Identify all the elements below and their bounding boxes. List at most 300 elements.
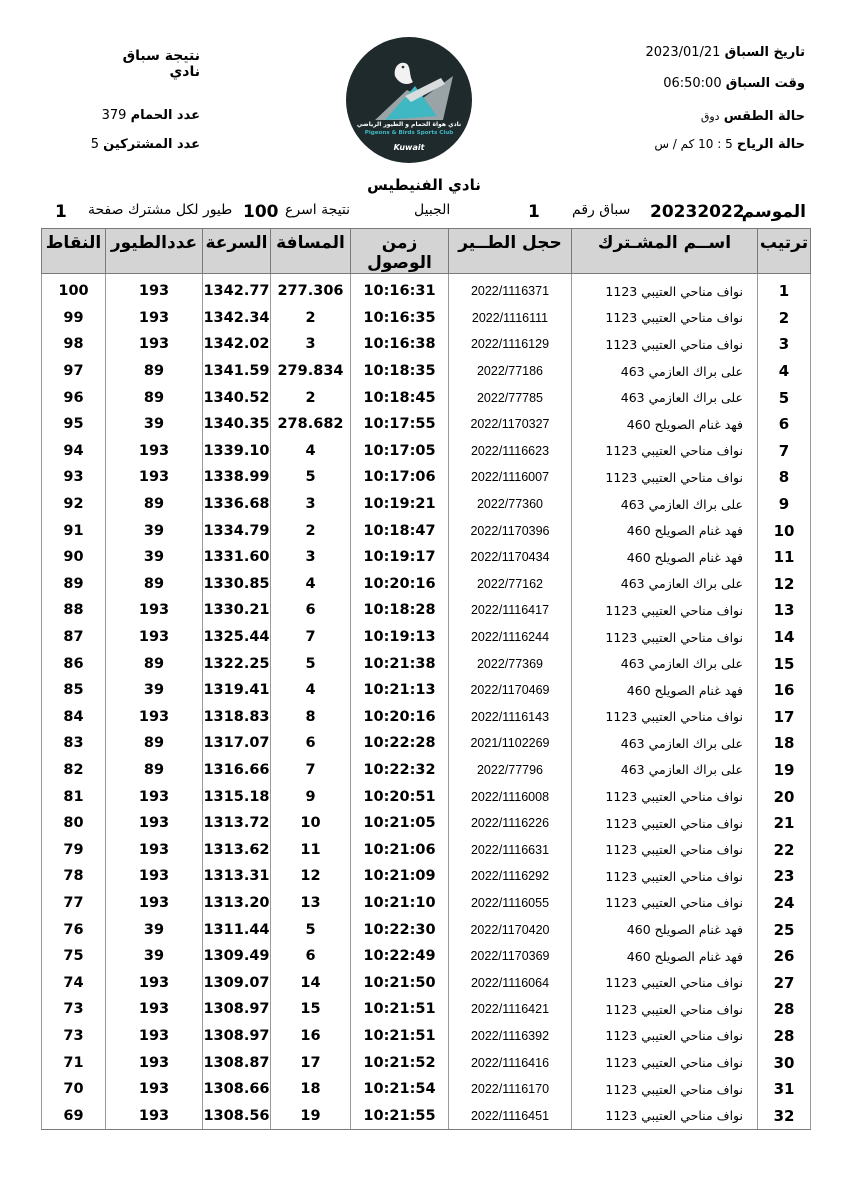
cell-birds-count: 89 [106, 384, 203, 411]
pigeons-count [80, 108, 200, 123]
cell-participant: على براك العازمي 463 [572, 571, 758, 598]
race-time [663, 76, 805, 91]
cell-points: 99 [42, 305, 106, 332]
cell-points: 93 [42, 464, 106, 491]
cell-participant: نواف مناحي العتيبي 1123 [572, 704, 758, 731]
cell-birds-count: 89 [106, 730, 203, 757]
table-row [42, 624, 811, 651]
cell-distance: 5 [271, 916, 351, 943]
cell-ring: 2022/1116451 [449, 1102, 572, 1129]
cell-arrival-time: 10:17:05 [351, 438, 449, 465]
cell-participant: نواف مناحي العتيبي 1123 [572, 624, 758, 651]
cell-arrival-time: 10:21:05 [351, 810, 449, 837]
cell-ring: 2022/77162 [449, 571, 572, 598]
table-row [42, 969, 811, 996]
cell-points: 81 [42, 783, 106, 810]
cell-participant: نواف مناحي العتيبي 1123 [572, 305, 758, 332]
cell-arrival-time: 10:19:17 [351, 544, 449, 571]
cell-distance: 15 [271, 996, 351, 1023]
cell-ring: 2022/1116170 [449, 1076, 572, 1103]
cell-distance: 14 [271, 969, 351, 996]
cell-rank: 18 [758, 730, 811, 757]
cell-distance: 3 [271, 331, 351, 358]
table-row [42, 890, 811, 917]
cell-points: 79 [42, 836, 106, 863]
cell-ring: 2022/77360 [449, 491, 572, 518]
cell-rank: 12 [758, 571, 811, 598]
cell-ring: 2022/1116421 [449, 996, 572, 1023]
cell-ring: 2022/1116371 [449, 274, 572, 305]
cell-rank: 30 [758, 1049, 811, 1076]
cell-points: 95 [42, 411, 106, 438]
cell-distance: 5 [271, 650, 351, 677]
pigeon-eye [402, 66, 405, 69]
cell-rank: 28 [758, 996, 811, 1023]
cell-points: 78 [42, 863, 106, 890]
cell-distance: 7 [271, 624, 351, 651]
table-row [42, 1076, 811, 1103]
table-header-row [42, 229, 811, 274]
table-row [42, 943, 811, 970]
cell-points: 77 [42, 890, 106, 917]
cell-birds-count: 193 [106, 890, 203, 917]
table-row [42, 650, 811, 677]
cell-distance: 279.834 [271, 358, 351, 385]
participants-label: عدد المشتركين [103, 137, 200, 152]
race-time-value: 06:50:00 [663, 76, 722, 91]
cell-distance: 5 [271, 464, 351, 491]
cell-points: 70 [42, 1076, 106, 1103]
table-row [42, 783, 811, 810]
cell-rank: 14 [758, 624, 811, 651]
cell-participant: على براك العازمي 463 [572, 491, 758, 518]
cell-speed: 1308.87 [203, 1049, 271, 1076]
column-header-ring: حجل الطــير [449, 229, 572, 274]
cell-rank: 17 [758, 704, 811, 731]
cell-arrival-time: 10:18:35 [351, 358, 449, 385]
cell-birds-count: 193 [106, 969, 203, 996]
cell-points: 96 [42, 384, 106, 411]
logo-country-text: Kuwait [393, 143, 425, 152]
cell-distance: 19 [271, 1102, 351, 1129]
cell-participant: نواف مناحي العتيبي 1123 [572, 969, 758, 996]
cell-arrival-time: 10:21:54 [351, 1076, 449, 1103]
cell-rank: 23 [758, 863, 811, 890]
cell-birds-count: 193 [106, 624, 203, 651]
cell-rank: 2 [758, 305, 811, 332]
wind [654, 137, 805, 152]
table-row [42, 757, 811, 784]
pigeons-label: عدد الحمام [130, 108, 200, 123]
cell-rank: 5 [758, 384, 811, 411]
cell-birds-count: 193 [106, 704, 203, 731]
table-row [42, 916, 811, 943]
cell-speed: 1325.44 [203, 624, 271, 651]
table-row [42, 704, 811, 731]
cell-ring: 2022/1170327 [449, 411, 572, 438]
cell-distance: 9 [271, 783, 351, 810]
cell-ring: 2022/1116008 [449, 783, 572, 810]
cell-distance: 18 [271, 1076, 351, 1103]
cell-points: 85 [42, 677, 106, 704]
cell-rank: 22 [758, 836, 811, 863]
weather-value: دوق [700, 110, 720, 123]
cell-ring: 2022/1116417 [449, 597, 572, 624]
table-row [42, 358, 811, 385]
cell-distance: 6 [271, 730, 351, 757]
cell-arrival-time: 10:17:55 [351, 411, 449, 438]
cell-participant: نواف مناحي العتيبي 1123 [572, 438, 758, 465]
cell-birds-count: 89 [106, 358, 203, 385]
cell-birds-count: 193 [106, 783, 203, 810]
race-time-label: وقت السباق [725, 76, 805, 91]
cell-distance: 2 [271, 384, 351, 411]
cell-ring: 2022/1116416 [449, 1049, 572, 1076]
cell-birds-count: 193 [106, 810, 203, 837]
cell-birds-count: 89 [106, 491, 203, 518]
cell-speed: 1313.31 [203, 863, 271, 890]
cell-arrival-time: 10:18:28 [351, 597, 449, 624]
table-row [42, 1049, 811, 1076]
cell-rank: 13 [758, 597, 811, 624]
cell-birds-count: 193 [106, 305, 203, 332]
cell-birds-count: 193 [106, 331, 203, 358]
cell-speed: 1342.77 [203, 274, 271, 305]
cell-speed: 1342.34 [203, 305, 271, 332]
cell-participant: فهد غنام الصويلح 460 [572, 943, 758, 970]
cell-participant: فهد غنام الصويلح 460 [572, 916, 758, 943]
cell-points: 73 [42, 996, 106, 1023]
cell-arrival-time: 10:21:52 [351, 1049, 449, 1076]
cell-points: 74 [42, 969, 106, 996]
cell-participant: نواف مناحي العتيبي 1123 [572, 863, 758, 890]
cell-ring: 2021/1102269 [449, 730, 572, 757]
table-row [42, 597, 811, 624]
cell-arrival-time: 10:21:51 [351, 1023, 449, 1050]
cell-distance: 4 [271, 571, 351, 598]
cell-speed: 1315.18 [203, 783, 271, 810]
cell-points: 92 [42, 491, 106, 518]
race-number-label: سباق رقم [572, 202, 631, 218]
cell-arrival-time: 10:17:06 [351, 464, 449, 491]
cell-points: 75 [42, 943, 106, 970]
cell-participant: نواف مناحي العتيبي 1123 [572, 1023, 758, 1050]
column-header-birds-count: عددالطيور [106, 229, 203, 274]
cell-participant: نواف مناحي العتيبي 1123 [572, 810, 758, 837]
cell-rank: 4 [758, 358, 811, 385]
cell-arrival-time: 10:16:35 [351, 305, 449, 332]
cell-ring: 2022/1116007 [449, 464, 572, 491]
cell-rank: 15 [758, 650, 811, 677]
cell-ring: 2022/1116064 [449, 969, 572, 996]
cell-distance: 278.682 [271, 411, 351, 438]
cell-distance: 277.306 [271, 274, 351, 305]
cell-ring: 2022/77785 [449, 384, 572, 411]
cell-speed: 1308.66 [203, 1076, 271, 1103]
logo-english-text: Pigeons & Birds Sports Club [364, 130, 454, 136]
results-table [41, 228, 811, 1130]
cell-distance: 10 [271, 810, 351, 837]
table-row [42, 1023, 811, 1050]
cell-speed: 1313.72 [203, 810, 271, 837]
cell-ring: 2022/1116143 [449, 704, 572, 731]
cell-birds-count: 193 [106, 438, 203, 465]
table-row [42, 571, 811, 598]
cell-points: 83 [42, 730, 106, 757]
cell-rank: 28 [758, 1023, 811, 1050]
cell-arrival-time: 10:21:51 [351, 996, 449, 1023]
cell-speed: 1308.97 [203, 996, 271, 1023]
cell-arrival-time: 10:20:16 [351, 704, 449, 731]
cell-arrival-time: 10:22:32 [351, 757, 449, 784]
cell-ring: 2022/77369 [449, 650, 572, 677]
table-row [42, 517, 811, 544]
cell-birds-count: 193 [106, 863, 203, 890]
cell-participant: فهد غنام الصويلح 460 [572, 677, 758, 704]
fastest-label: نتيجة اسرع [285, 202, 351, 218]
cell-participant: نواف مناحي العتيبي 1123 [572, 996, 758, 1023]
cell-points: 87 [42, 624, 106, 651]
cell-speed: 1331.60 [203, 544, 271, 571]
column-header-arrival-time: زمن الوصول [351, 229, 449, 274]
cell-ring: 2022/1170420 [449, 916, 572, 943]
table-row [42, 730, 811, 757]
season-label: الموسم [741, 202, 806, 222]
cell-points: 84 [42, 704, 106, 731]
table-row [42, 544, 811, 571]
cell-speed: 1340.52 [203, 384, 271, 411]
cell-rank: 26 [758, 943, 811, 970]
cell-distance: 8 [271, 704, 351, 731]
cell-rank: 7 [758, 438, 811, 465]
cell-points: 86 [42, 650, 106, 677]
cell-distance: 4 [271, 677, 351, 704]
cell-ring: 2022/1170434 [449, 544, 572, 571]
cell-ring: 2022/1170369 [449, 943, 572, 970]
cell-ring: 2022/1170396 [449, 517, 572, 544]
cell-ring: 2022/1170469 [449, 677, 572, 704]
cell-arrival-time: 10:21:06 [351, 836, 449, 863]
column-header-participant: اســم المشـترك [572, 229, 758, 274]
table-row [42, 305, 811, 332]
cell-speed: 1311.44 [203, 916, 271, 943]
cell-arrival-time: 10:22:30 [351, 916, 449, 943]
cell-speed: 1309.49 [203, 943, 271, 970]
page-number: 1 [55, 202, 67, 222]
table-row [42, 274, 811, 305]
cell-birds-count: 193 [106, 1049, 203, 1076]
cell-birds-count: 89 [106, 757, 203, 784]
cell-speed: 1313.20 [203, 890, 271, 917]
cell-rank: 8 [758, 464, 811, 491]
cell-birds-count: 193 [106, 1102, 203, 1129]
cell-points: 90 [42, 544, 106, 571]
wind-value: 5 : 10 كم / س [654, 137, 733, 151]
club-name: نادي الفنيطيس [367, 176, 481, 194]
race-location: الجبيل [414, 202, 451, 218]
cell-participant: على براك العازمي 463 [572, 730, 758, 757]
cell-participant: على براك العازمي 463 [572, 384, 758, 411]
cell-ring: 2022/1116226 [449, 810, 572, 837]
cell-birds-count: 39 [106, 943, 203, 970]
cell-distance: 13 [271, 890, 351, 917]
column-header-distance: المسافة [271, 229, 351, 274]
cell-speed: 1330.85 [203, 571, 271, 598]
cell-speed: 1308.56 [203, 1102, 271, 1129]
cell-arrival-time: 10:21:09 [351, 863, 449, 890]
race-date-value: 2023/01/21 [645, 45, 721, 60]
cell-distance: 3 [271, 544, 351, 571]
cell-rank: 20 [758, 783, 811, 810]
table-body [42, 274, 811, 1130]
season-value: 20232022 [650, 202, 745, 222]
cell-participant: على براك العازمي 463 [572, 358, 758, 385]
cell-speed: 1338.99 [203, 464, 271, 491]
table-row [42, 1102, 811, 1129]
cell-points: 88 [42, 597, 106, 624]
cell-arrival-time: 10:16:31 [351, 274, 449, 305]
cell-ring: 2022/1116055 [449, 890, 572, 917]
wind-label: حالة الرياح [736, 137, 805, 152]
club-logo [345, 36, 473, 164]
cell-ring: 2022/77796 [449, 757, 572, 784]
cell-rank: 3 [758, 331, 811, 358]
cell-birds-count: 39 [106, 411, 203, 438]
cell-birds-count: 193 [106, 274, 203, 305]
cell-rank: 24 [758, 890, 811, 917]
cell-arrival-time: 10:21:38 [351, 650, 449, 677]
cell-arrival-time: 10:18:45 [351, 384, 449, 411]
cell-distance: 7 [271, 757, 351, 784]
cell-points: 91 [42, 517, 106, 544]
pigeons-value: 379 [101, 108, 127, 123]
cell-birds-count: 39 [106, 677, 203, 704]
table-row [42, 464, 811, 491]
cell-participant: نواف مناحي العتيبي 1123 [572, 597, 758, 624]
cell-participant: فهد غنام الصويلح 460 [572, 411, 758, 438]
weather [701, 109, 805, 124]
cell-points: 89 [42, 571, 106, 598]
cell-distance: 11 [271, 836, 351, 863]
cell-birds-count: 89 [106, 650, 203, 677]
cell-speed: 1318.83 [203, 704, 271, 731]
cell-ring: 2022/1116631 [449, 836, 572, 863]
cell-distance: 12 [271, 863, 351, 890]
cell-points: 73 [42, 1023, 106, 1050]
result-title: نتيجة سباق نادي [122, 48, 200, 80]
cell-rank: 9 [758, 491, 811, 518]
cell-birds-count: 39 [106, 544, 203, 571]
table-row [42, 331, 811, 358]
cell-participant: نواف مناحي العتيبي 1123 [572, 1049, 758, 1076]
cell-points: 100 [42, 274, 106, 305]
table-row [42, 996, 811, 1023]
cell-rank: 31 [758, 1076, 811, 1103]
cell-points: 69 [42, 1102, 106, 1129]
cell-speed: 1341.59 [203, 358, 271, 385]
cell-rank: 1 [758, 274, 811, 305]
cell-arrival-time: 10:16:38 [351, 331, 449, 358]
cell-arrival-time: 10:20:51 [351, 783, 449, 810]
cell-arrival-time: 10:18:47 [351, 517, 449, 544]
cell-speed: 1330.21 [203, 597, 271, 624]
cell-participant: نواف مناحي العتيبي 1123 [572, 274, 758, 305]
cell-distance: 17 [271, 1049, 351, 1076]
cell-speed: 1334.79 [203, 517, 271, 544]
cell-distance: 3 [271, 491, 351, 518]
cell-distance: 2 [271, 305, 351, 332]
cell-ring: 2022/1116623 [449, 438, 572, 465]
cell-rank: 21 [758, 810, 811, 837]
cell-points: 82 [42, 757, 106, 784]
cell-participant: نواف مناحي العتيبي 1123 [572, 890, 758, 917]
cell-speed: 1319.41 [203, 677, 271, 704]
cell-arrival-time: 10:21:55 [351, 1102, 449, 1129]
race-date-label: تاريخ السباق [724, 45, 805, 60]
cell-birds-count: 193 [106, 836, 203, 863]
cell-speed: 1313.62 [203, 836, 271, 863]
cell-ring: 2022/1116292 [449, 863, 572, 890]
fastest-value: 100 [243, 202, 279, 222]
cell-birds-count: 89 [106, 571, 203, 598]
cell-birds-count: 39 [106, 517, 203, 544]
cell-points: 80 [42, 810, 106, 837]
cell-points: 94 [42, 438, 106, 465]
cell-birds-count: 39 [106, 916, 203, 943]
column-header-rank: ترتيب [758, 229, 811, 274]
cell-speed: 1309.07 [203, 969, 271, 996]
cell-speed: 1336.68 [203, 491, 271, 518]
cell-distance: 2 [271, 517, 351, 544]
participants-count [80, 137, 200, 152]
table-row [42, 491, 811, 518]
race-number-value: 1 [528, 202, 540, 222]
cell-rank: 32 [758, 1102, 811, 1129]
cell-arrival-time: 10:21:10 [351, 890, 449, 917]
cell-speed: 1317.07 [203, 730, 271, 757]
cell-rank: 10 [758, 517, 811, 544]
table-row [42, 384, 811, 411]
participants-value: 5 [90, 137, 100, 152]
cell-rank: 19 [758, 757, 811, 784]
cell-ring: 2022/1116111 [449, 305, 572, 332]
per-participant-label: طيور لكل مشترك صفحة [88, 202, 233, 218]
cell-participant: نواف مناحي العتيبي 1123 [572, 1102, 758, 1129]
cell-birds-count: 193 [106, 1023, 203, 1050]
logo-arabic-text: نادي هواة الحمام و الطيور الرياضي [356, 121, 462, 128]
table-row [42, 810, 811, 837]
weather-label: حالة الطقس [723, 109, 805, 124]
cell-rank: 27 [758, 969, 811, 996]
cell-birds-count: 193 [106, 464, 203, 491]
cell-points: 76 [42, 916, 106, 943]
cell-arrival-time: 10:19:13 [351, 624, 449, 651]
cell-participant: على براك العازمي 463 [572, 757, 758, 784]
cell-arrival-time: 10:22:49 [351, 943, 449, 970]
cell-participant: نواف مناحي العتيبي 1123 [572, 783, 758, 810]
cell-points: 97 [42, 358, 106, 385]
cell-points: 98 [42, 331, 106, 358]
cell-arrival-time: 10:21:13 [351, 677, 449, 704]
cell-speed: 1340.35 [203, 411, 271, 438]
cell-distance: 4 [271, 438, 351, 465]
cell-rank: 6 [758, 411, 811, 438]
race-date [646, 45, 805, 60]
cell-ring: 2022/1116244 [449, 624, 572, 651]
table-row [42, 863, 811, 890]
table-row [42, 836, 811, 863]
cell-participant: نواف مناحي العتيبي 1123 [572, 836, 758, 863]
